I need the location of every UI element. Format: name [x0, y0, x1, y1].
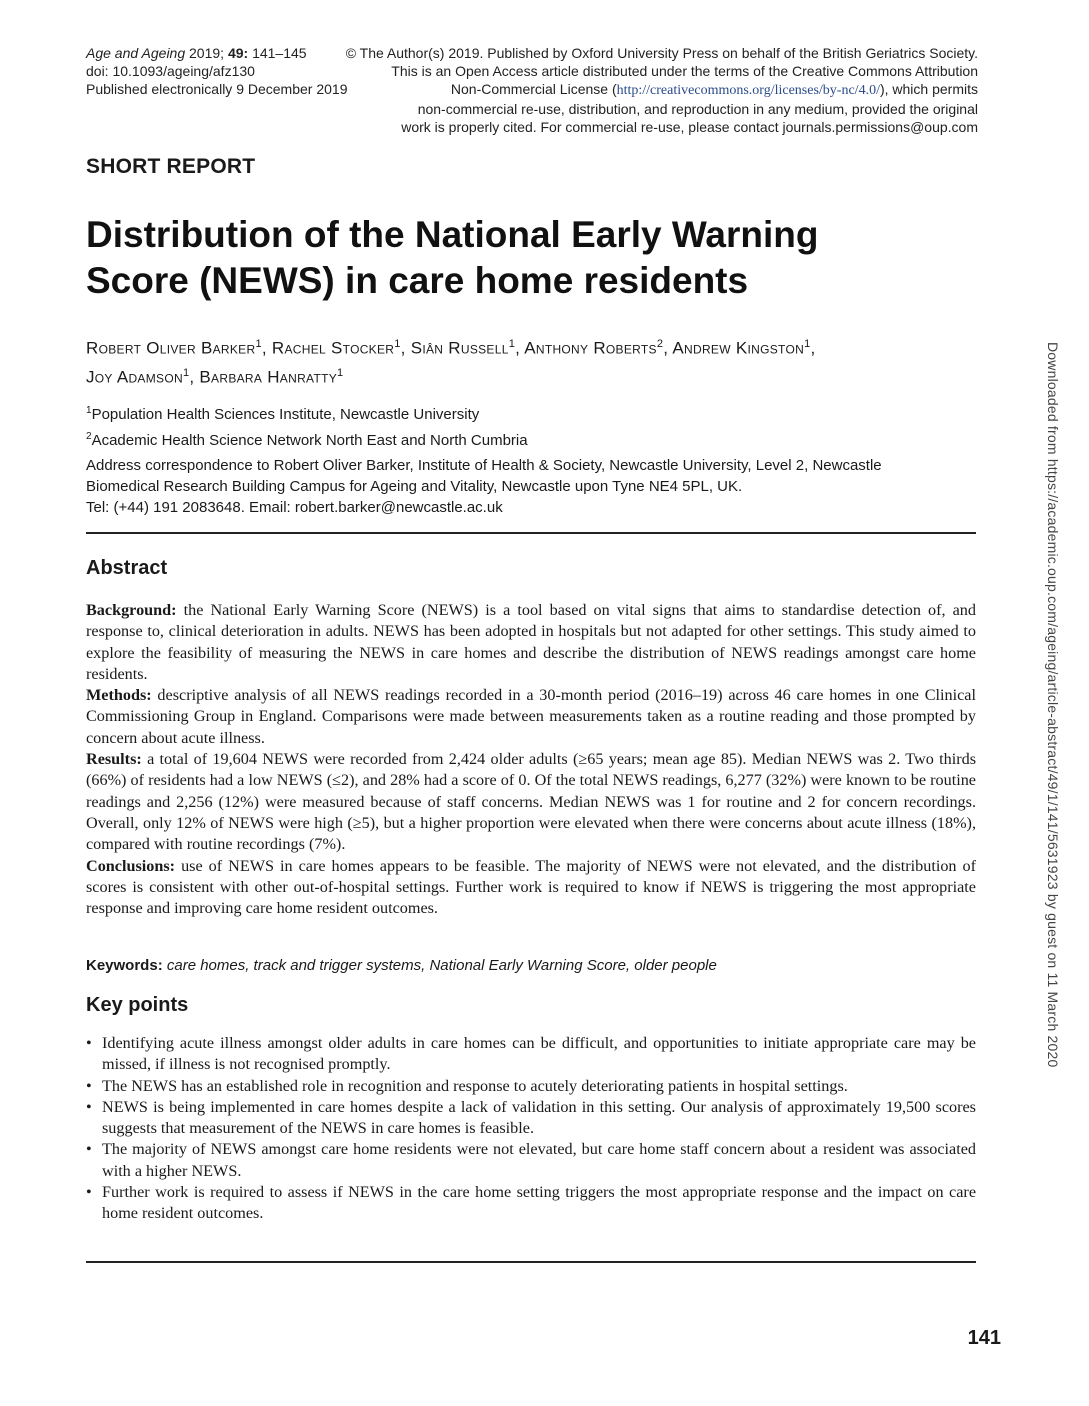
abstract-conclusions	[86, 856, 976, 920]
key-point-text: NEWS is being implemented in care homes despite a lack of validation in this setting. Our analysis of approximately 19,500 scores suggests that measurement of the NEWS in care homes is feasible.	[102, 1097, 976, 1138]
author-separator: ,	[663, 338, 673, 358]
author-name: Siân Russell	[410, 338, 509, 358]
affiliation-marker: 1	[86, 405, 92, 416]
key-points-list	[86, 1033, 976, 1225]
author-name: Andrew Kingston	[672, 338, 805, 358]
list-item	[86, 1033, 976, 1076]
author-name: Rachel Stocker	[271, 338, 395, 358]
author-affiliation-marker: 1	[255, 338, 262, 350]
affiliation-text: Academic Health Science Network North East and North Cumbria	[91, 432, 528, 449]
abstract-text: descriptive analysis of all NEWS readings recorded in a 30-month period (2016–19) across 46 care homes in one Clinical Commissioning Group in England. Comparisons were made between measurements taken as a routine reading and those prompted by concern about acute illness.	[86, 686, 976, 747]
bullet-icon: •	[86, 1034, 92, 1052]
address-line: Biomedical Research Building Campus for Ageing and Vitality, Newcastle upon Tyne NE4 5PL, UK.	[86, 478, 743, 495]
bullet-icon: •	[86, 1097, 92, 1116]
affiliation	[86, 426, 986, 452]
copyright-line: © The Author(s) 2019. Published by Oxford University Press on behalf of the British Geriatrics Society.	[345, 45, 978, 61]
abstract-results	[86, 749, 976, 855]
author-name: Anthony Roberts	[524, 338, 657, 358]
key-point-text: Identifying acute illness amongst older adults in care homes can be difficult, and opportunities to initiate appropriate care may be missed, if illness is not recognised promptly.	[102, 1034, 976, 1074]
address-line: Address correspondence to Robert Oliver Barker, Institute of Health & Society, Newcastle University, Level 2, Newcastle	[86, 457, 882, 474]
abstract-label: Results:	[86, 750, 142, 769]
key-point-text: Further work is required to assess if NEWS in the care home setting triggers the most appropriate response and the impact on care home resident outcomes.	[102, 1183, 976, 1223]
abstract-body	[86, 600, 976, 919]
author-line	[86, 361, 986, 390]
divider	[86, 1261, 976, 1263]
abstract-text: the National Early Warning Score (NEWS) is a tool based on vital signs that aims to standardise detection of, and response to, clinical deterioration in adults. NEWS has been adopted in hospitals but not adapted for other settings. This study aimed to explore the feasibility of measuring the NEWS in care homes and describe the distribution of NEWS readings amongst care home residents.	[86, 601, 976, 683]
title-line: Distribution of the National Early Warning	[86, 214, 819, 255]
list-item	[86, 1076, 976, 1097]
bullet-icon: •	[86, 1183, 92, 1202]
bullet-icon: •	[86, 1076, 92, 1095]
title-line: Score (NEWS) in care home residents	[86, 260, 749, 301]
page-number: 141	[967, 1327, 1001, 1349]
license-line: This is an Open Access article distributed under the terms of the Creative Commons Attribution	[391, 63, 978, 79]
author-affiliation-marker: 1	[337, 366, 344, 379]
keywords-label: Keywords:	[86, 957, 163, 974]
affiliations	[86, 400, 986, 452]
section-label: SHORT REPORT	[86, 155, 256, 178]
copyright-notice	[338, 44, 978, 136]
abstract-text: use of NEWS in care homes appears to be feasible. The majority of NEWS were not elevated, and the distribution of scores is consistent with other out-of-hospital settings. Further work is required to know if NEWS is triggering the most appropriate response and improving care home resident outcomes.	[86, 856, 976, 918]
article-title	[86, 212, 986, 304]
license-prefix: Non-Commercial License (	[450, 81, 617, 97]
abstract-label: Methods:	[86, 686, 152, 705]
journal-volume: 49:	[227, 45, 249, 61]
abstract-background	[86, 600, 976, 685]
license-suffix: ), which permits	[879, 81, 978, 97]
license-line: non-commercial re-use, distribution, and reproduction in any medium, provided the original	[417, 101, 978, 117]
doi: doi: 10.1093/ageing/afz130	[86, 63, 255, 79]
author-separator: ,	[400, 338, 411, 358]
author-affiliation-marker: 1	[394, 338, 401, 350]
author-affiliation-marker: 1	[804, 338, 811, 350]
correspondence-address	[86, 455, 976, 518]
author-affiliation-marker: 2	[656, 338, 664, 350]
author-affiliation-marker: 1	[508, 338, 516, 350]
download-watermark: Downloaded from https://academic.oup.com/ageing/article-abstract/49/1/141/5631923 by guest on 11 March 2020	[1045, 342, 1061, 1068]
author-separator: ,	[515, 338, 525, 358]
key-point-text: The NEWS has an established role in recognition and response to acutely deteriorating patients in hospital settings.	[102, 1076, 848, 1095]
abstract-methods	[86, 685, 976, 749]
permissions-line: work is properly cited. For commercial re-use, please contact journals.permissions@oup.com	[401, 119, 978, 135]
bullet-icon: •	[86, 1140, 92, 1159]
author-separator: ,	[810, 338, 816, 358]
abstract-label: Background:	[86, 601, 177, 619]
list-item	[86, 1182, 976, 1225]
list-item	[86, 1097, 976, 1140]
license-link[interactable]: http://creativecommons.org/licenses/by-nc/4.0/	[616, 83, 880, 98]
affiliation-marker: 2	[86, 431, 92, 442]
address-line: Tel: (+44) 191 2083648. Email: robert.barker@newcastle.ac.uk	[86, 499, 503, 516]
keywords	[86, 955, 976, 976]
author-list	[86, 332, 986, 389]
author-line	[86, 332, 986, 361]
journal-pages: 141–145	[252, 45, 307, 61]
author-name: Joy Adamson	[86, 367, 183, 387]
author-name: Barbara Hanratty	[199, 367, 338, 387]
journal-citation	[86, 44, 347, 98]
citation-line	[86, 44, 347, 62]
journal-year: 2019;	[189, 45, 225, 61]
publication-date: Published electronically 9 December 2019	[86, 81, 348, 97]
license-link-line	[338, 80, 978, 100]
author-separator: ,	[261, 338, 272, 358]
abstract-label: Conclusions:	[86, 856, 176, 875]
abstract-heading: Abstract	[86, 557, 168, 579]
keywords-text: care homes, track and trigger systems, National Early Warning Score, older people	[162, 957, 717, 974]
key-point-text: The majority of NEWS amongst care home residents were not elevated, but care home staff concern about a resident was associated with a higher NEWS.	[102, 1140, 976, 1180]
affiliation	[86, 400, 986, 426]
affiliation-text: Population Health Sciences Institute, Newcastle University	[91, 406, 480, 423]
author-name: Robert Oliver Barker	[86, 338, 256, 358]
abstract-text: a total of 19,604 NEWS were recorded from 2,424 older adults (≥65 years; mean age 85). Median NEWS was 2. Two thirds (66%) of residents had a low NEWS (≤2), and 28% had a score of 0. Of the total NEWS readings, 6,277 (32%) were known to be routine readings and 2,256 (12%) were measured because of staff concerns. Median NEWS was 1 for routine and 2 for concern recordings. Overall, only 12% of NEWS were high (≥5), but a higher proportion were elevated when there were concerns about acute illness (18%), compared with routine recordings (7%).	[86, 750, 976, 854]
author-separator: ,	[189, 367, 200, 387]
divider	[86, 532, 976, 534]
key-points-heading: Key points	[86, 994, 189, 1016]
author-affiliation-marker: 1	[182, 366, 190, 379]
list-item	[86, 1139, 976, 1182]
journal-name: Age and Ageing	[86, 45, 186, 61]
